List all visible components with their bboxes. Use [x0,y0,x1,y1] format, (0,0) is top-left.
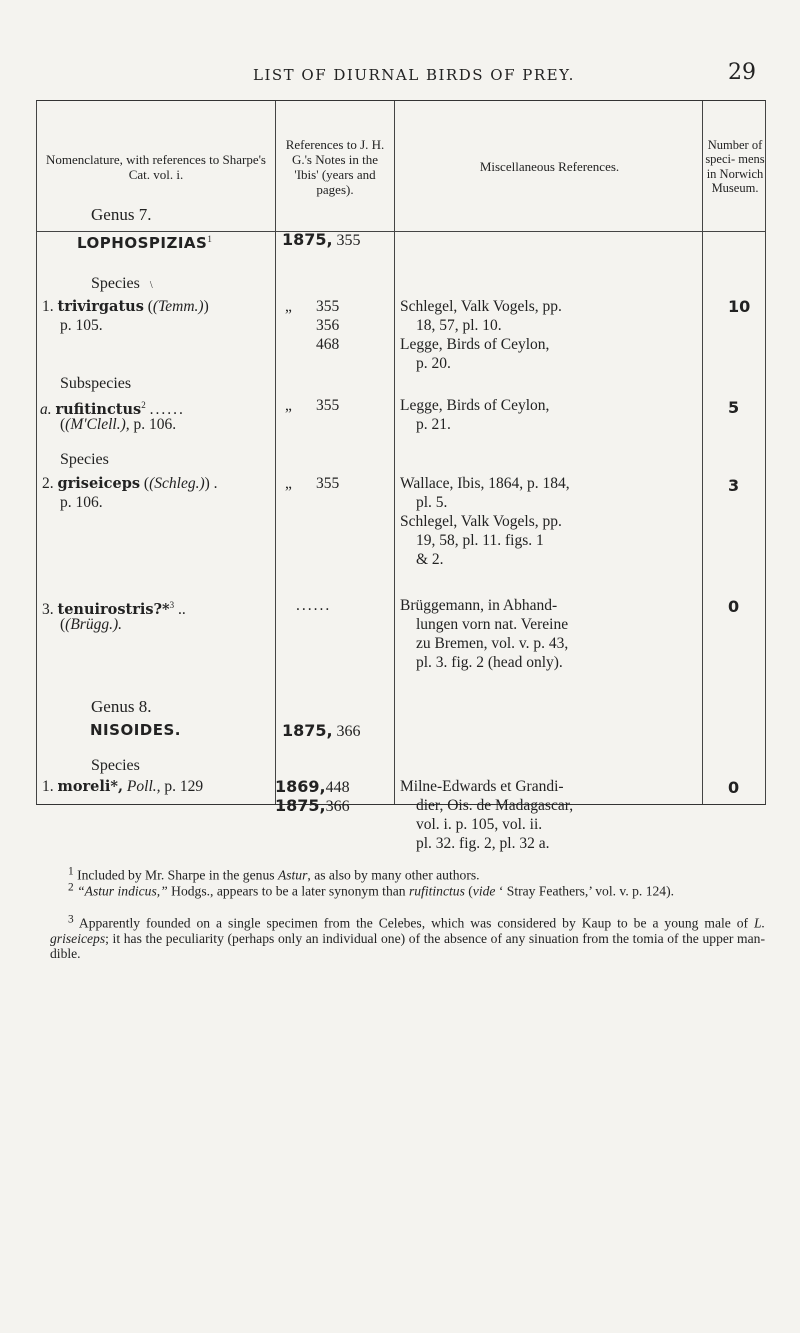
entry-moreli [42,777,203,796]
footnote-mark-text: 2 [68,881,74,893]
misc-line: zu Bremen, vol. v. p. 43, [416,635,569,652]
header-nomenclature: Nomenclature, with references to Sharpe's Cat. vol. i. [45,151,266,182]
misc-line: pl. 5. [416,494,448,511]
misc-line: Milne-Edwards et Grandi- [400,778,564,795]
leader-dot: . [213,475,218,492]
query-mark: ?* [153,601,170,619]
footnote-italic: L. griseiceps [50,915,765,946]
species-label-text: Species [91,275,140,292]
reference-page: 448 [325,779,350,796]
footnote-text: Apparently founded on a single specimen from the Celebes, which was considered by Kaup to be a young male of [78,915,755,931]
authority-text: (Schleg.) [149,475,205,492]
genus-label: Genus 8. [91,697,152,716]
page-ref: p. 105. [60,317,103,334]
species-name: tenuirostris [57,601,154,619]
footnote-text: ; it has the peculiarity (perhaps only an individual one) of the absence of any sinuation from the tomia of the upper man- dible. [50,930,765,961]
footnote-3 [50,912,765,961]
misc-line: 19, 58, pl. 11. figs. 1 [416,532,544,549]
reference-line [275,777,350,797]
entry-number: 3. [42,601,54,619]
footnote-text: Hodgs., appears to be a later synonym than [167,883,409,899]
reference-page: 355 [336,232,361,249]
footnote-italic: Astur [277,867,308,883]
star-mark: *, [110,778,124,795]
leader-dots: .. [177,601,186,619]
footnote-text: ( [464,883,473,899]
reference-page: 355 [316,397,340,414]
header-number: Number of speci- mens in Norwich Museum. [705,137,765,195]
page-number: 29 [728,60,756,85]
footnote-text: Included by Mr. Sharpe in the genus [77,867,278,883]
footnote-mark-text: 3 [68,913,74,925]
footnote-italic: “Astur indicus,” [77,883,168,899]
footnote-mark [50,913,74,931]
reference-year: 1875, [282,721,333,740]
footnote-italic: rufitinctus [408,883,465,899]
misc-line: 18, 57, pl. 10. [416,317,502,334]
misc-line: lungen vorn nat. Vereine [416,616,569,633]
authority-text: (Temm.) [152,298,204,315]
reference-year: 1875, [275,796,326,815]
genus-name [90,721,181,740]
entry-number: a. [40,401,52,419]
species-label [91,274,153,295]
page-ref: p. 129 [164,778,204,795]
entry-griseiceps: 2. griseiceps ((Schleg.)) . [42,475,218,492]
reference-page: 468 [316,336,340,353]
authority-line: ((M'Clell.), p. 106. [60,416,177,433]
entry-number: 1. [42,778,54,795]
misc-line: Legge, Birds of Ceylon, [400,336,550,353]
footnote-2 [50,880,765,899]
specimen-count: 0 [728,778,740,797]
specimen-count: 0 [728,597,740,616]
ditto-mark: „ [285,397,292,414]
specimen-count: 5 [728,398,740,417]
leader-dots: ...... [296,597,332,614]
specimen-count: 3 [728,476,740,495]
misc-line: pl. 32. fig. 2, pl. 32 a. [416,835,550,852]
authority-line: ((Brügg.). [60,616,122,633]
specimen-count: 10 [728,297,751,316]
reference-page: 366 [325,798,350,815]
leader-dots: ...... [149,401,185,419]
species-name: moreli [57,778,111,795]
reference-line [275,796,350,816]
entry-number: 1. [42,298,54,315]
genus-label: Genus 7. [91,205,152,224]
authority-text: (Brügg.). [65,616,122,633]
reference-page: 356 [316,317,340,334]
misc-line: & 2. [416,551,444,568]
species-authority: ((Temm.)) [147,298,209,315]
misc-line: dier, Ois. de Madagascar, [416,797,574,814]
genus-name [77,230,212,253]
misc-line: Brüggemann, in Abhand- [400,597,558,614]
column-divider [275,101,276,804]
subspecies-label: Subspecies [60,375,132,392]
genus-name-text: NISOIDES. [90,721,181,739]
running-title: LIST OF DIURNAL BIRDS OF PREY. [253,66,575,84]
misc-line: Legge, Birds of Ceylon, [400,397,550,414]
reference-year: 1869, [275,777,326,796]
ditto-mark: „ [285,475,292,492]
misc-line: Schlegel, Valk Vogels, pp. [400,513,562,530]
page-ref: p. 106. [60,494,103,511]
ditto-mark: „ [285,298,292,315]
authority-text: (M'Clell.), [65,416,130,433]
footnote-mark-text: 1 [68,865,74,877]
misc-line: vol. i. p. 105, vol. ii. [416,816,543,833]
column-divider [394,101,395,804]
reference-page: 355 [316,475,340,492]
misc-line: p. 20. [416,355,451,372]
genus-reference [282,721,360,741]
stray-mark: \ [149,280,153,291]
footnote-text: ‘ Stray Feathers,’ vol. v. p. 124). [495,883,675,899]
authority-text: Poll., [126,778,161,795]
footnote-ref: 1 [207,234,212,244]
species-name: griseiceps [57,475,141,492]
header-misc: Miscellaneous References. [479,159,620,174]
misc-line: pl. 3. fig. 2 (head only). [416,654,563,671]
genus-name-text: LOPHOSPIZIAS [77,234,208,253]
reference-page: 366 [336,723,361,740]
header-references: References to J. H. G.'s Notes in the 'Ibis' (years and pages). [285,136,385,197]
running-head [0,60,800,90]
entry-number: 2. [42,475,54,492]
misc-line: p. 21. [416,416,451,433]
species-name: rufitinctus [55,401,142,419]
genus-reference [282,230,360,250]
page-ref: p. 106. [133,416,177,433]
species-label: Species [60,451,109,468]
misc-line: Schlegel, Valk Vogels, pp. [400,298,562,315]
reference-year: 1875, [282,230,333,249]
species-name: trivirgatus [57,298,144,315]
footnote-italic: vide [472,883,496,899]
footnote-text: , as also by many other authors. [307,867,480,883]
species-label: Species [91,757,140,774]
misc-line: Wallace, Ibis, 1864, p. 184, [400,475,570,492]
footnote-ref: 2 [141,400,146,410]
footnote-mark [50,881,74,899]
entry-trivirgatus [42,297,209,316]
reference-page: 355 [316,298,340,315]
footnote-ref: 3 [169,600,175,610]
